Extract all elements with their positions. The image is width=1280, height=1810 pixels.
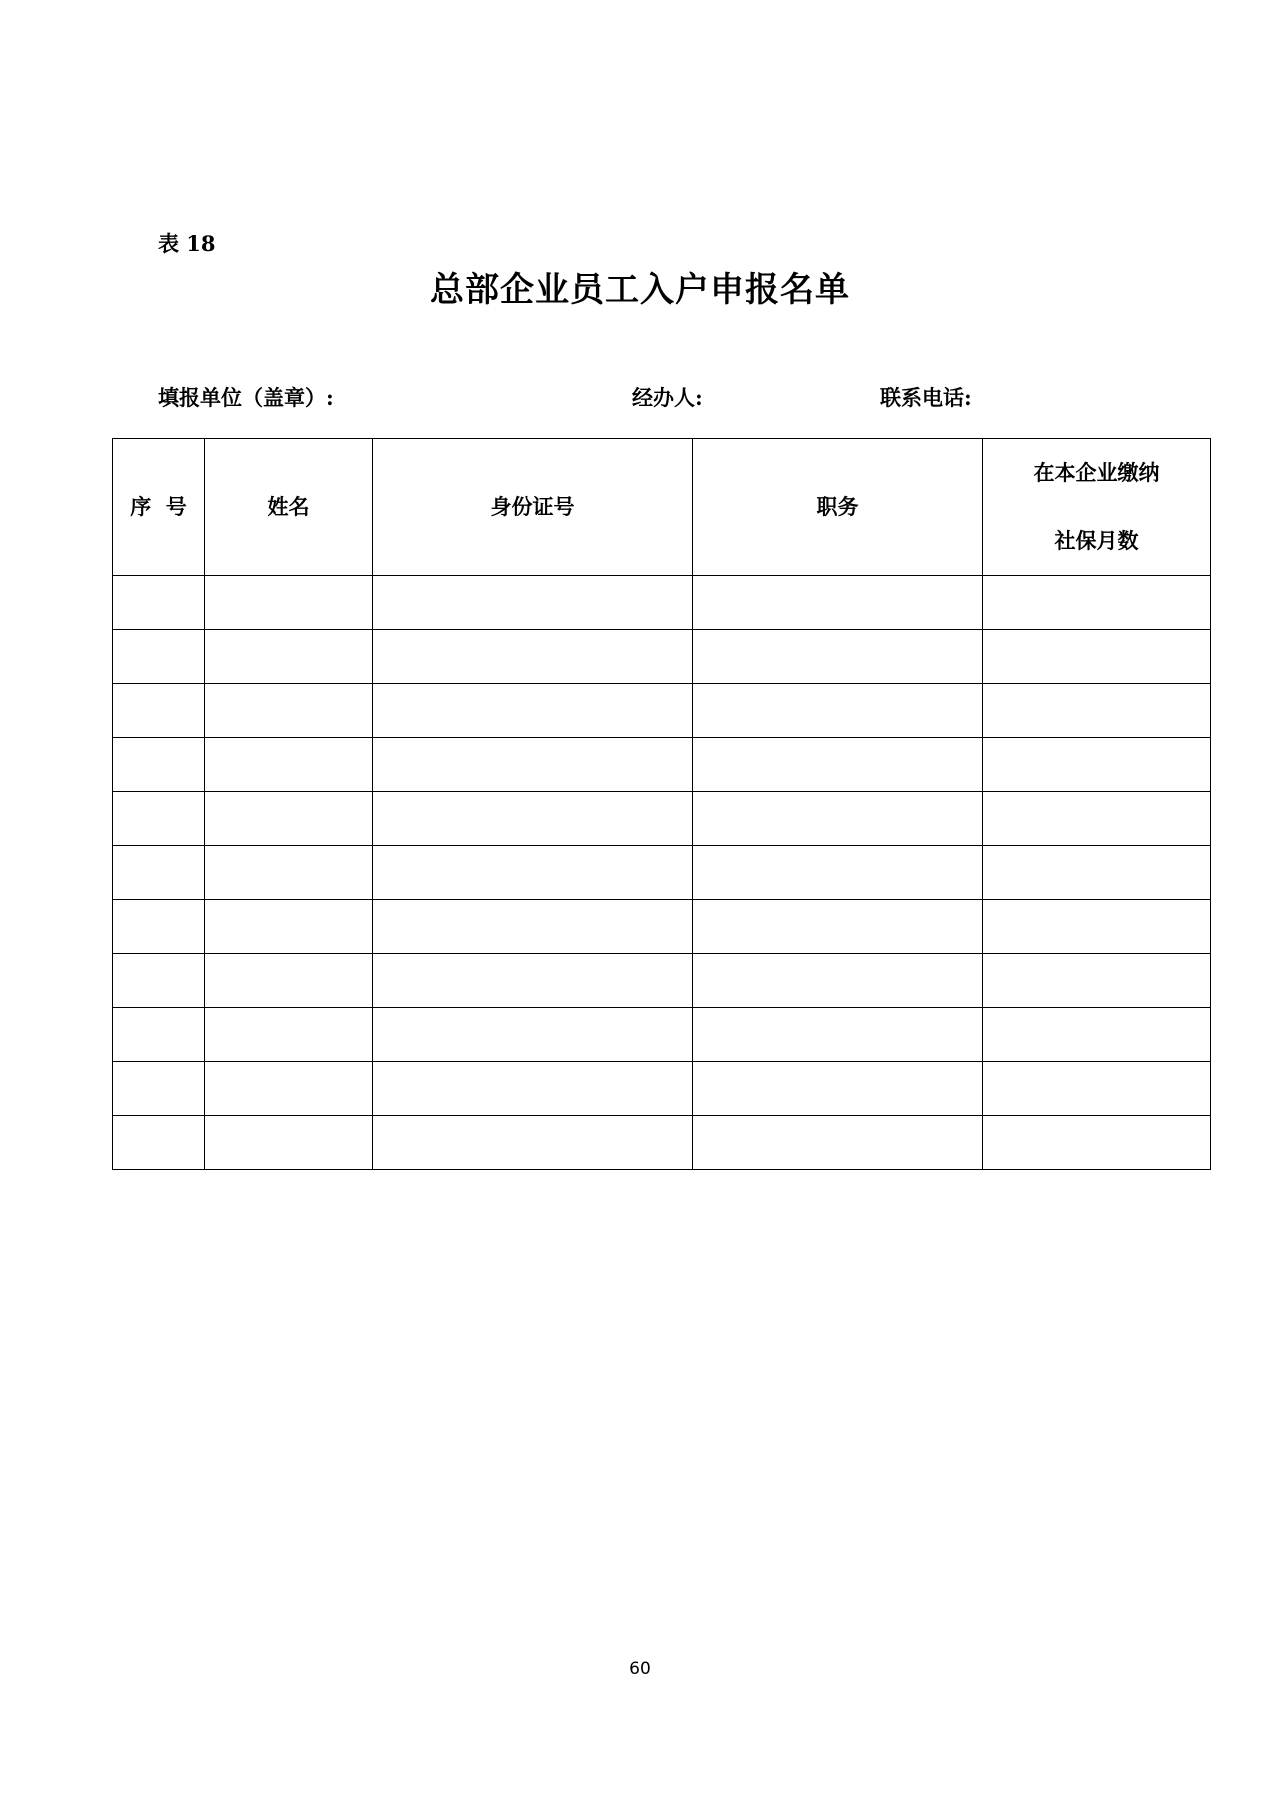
cell-name[interactable] [205, 1008, 373, 1062]
cell-name[interactable] [205, 792, 373, 846]
cell-serial-number[interactable] [113, 684, 205, 738]
cell-name[interactable] [205, 1116, 373, 1170]
table-row [113, 846, 1211, 900]
cell-social-security-months[interactable] [983, 1008, 1211, 1062]
header-position: 职务 [693, 439, 983, 576]
cell-position[interactable] [693, 684, 983, 738]
contact-phone-label: 联系电话: [880, 385, 972, 410]
table-number: 表 18 [158, 231, 216, 256]
cell-name[interactable] [205, 684, 373, 738]
cell-serial-number[interactable] [113, 954, 205, 1008]
cell-serial-number[interactable] [113, 900, 205, 954]
cell-name[interactable] [205, 954, 373, 1008]
cell-position[interactable] [693, 630, 983, 684]
cell-position[interactable] [693, 1116, 983, 1170]
employee-roster-table [112, 438, 1211, 1170]
cell-name[interactable] [205, 846, 373, 900]
table-row [113, 630, 1211, 684]
cell-social-security-months[interactable] [983, 576, 1211, 630]
cell-serial-number[interactable] [113, 576, 205, 630]
cell-id-number[interactable] [373, 630, 693, 684]
reporting-unit-label: 填报单位（盖章）: [158, 385, 334, 410]
table-row [113, 792, 1211, 846]
cell-serial-number[interactable] [113, 1062, 205, 1116]
cell-id-number[interactable] [373, 684, 693, 738]
table-body [113, 576, 1211, 1170]
cell-name[interactable] [205, 1062, 373, 1116]
cell-id-number[interactable] [373, 576, 693, 630]
cell-social-security-months[interactable] [983, 792, 1211, 846]
cell-position[interactable] [693, 954, 983, 1008]
cell-serial-number[interactable] [113, 1116, 205, 1170]
cell-social-security-months[interactable] [983, 846, 1211, 900]
cell-social-security-months[interactable] [983, 630, 1211, 684]
table-row [113, 1062, 1211, 1116]
cell-id-number[interactable] [373, 792, 693, 846]
document-title: 总部企业员工入户申报名单 [430, 270, 850, 310]
table-row [113, 1116, 1211, 1170]
header-social-security-line2: 社保月数 [1054, 528, 1139, 553]
cell-serial-number[interactable] [113, 738, 205, 792]
table-row [113, 576, 1211, 630]
header-id-number: 身份证号 [373, 439, 693, 576]
cell-position[interactable] [693, 1008, 983, 1062]
cell-social-security-months[interactable] [983, 1062, 1211, 1116]
cell-id-number[interactable] [373, 1008, 693, 1062]
cell-position[interactable] [693, 792, 983, 846]
cell-id-number[interactable] [373, 954, 693, 1008]
cell-name[interactable] [205, 738, 373, 792]
cell-position[interactable] [693, 738, 983, 792]
handler-label: 经办人: [632, 385, 703, 410]
page-number: 60 [629, 1659, 651, 1679]
cell-serial-number[interactable] [113, 792, 205, 846]
cell-serial-number[interactable] [113, 1008, 205, 1062]
cell-id-number[interactable] [373, 1116, 693, 1170]
table-row [113, 954, 1211, 1008]
cell-name[interactable] [205, 576, 373, 630]
table-row [113, 1008, 1211, 1062]
cell-serial-number[interactable] [113, 630, 205, 684]
cell-position[interactable] [693, 1062, 983, 1116]
header-social-security-months [983, 439, 1211, 576]
cell-position[interactable] [693, 846, 983, 900]
cell-id-number[interactable] [373, 1062, 693, 1116]
table-header-row [113, 439, 1211, 576]
table-row [113, 900, 1211, 954]
cell-social-security-months[interactable] [983, 1116, 1211, 1170]
cell-social-security-months[interactable] [983, 900, 1211, 954]
header-name: 姓名 [205, 439, 373, 576]
cell-name[interactable] [205, 900, 373, 954]
cell-social-security-months[interactable] [983, 684, 1211, 738]
table-row [113, 684, 1211, 738]
header-serial-number: 序 号 [113, 439, 205, 576]
table-row [113, 738, 1211, 792]
cell-position[interactable] [693, 900, 983, 954]
cell-serial-number[interactable] [113, 846, 205, 900]
cell-id-number[interactable] [373, 738, 693, 792]
cell-name[interactable] [205, 630, 373, 684]
cell-id-number[interactable] [373, 900, 693, 954]
cell-social-security-months[interactable] [983, 738, 1211, 792]
cell-id-number[interactable] [373, 846, 693, 900]
cell-social-security-months[interactable] [983, 954, 1211, 1008]
cell-position[interactable] [693, 576, 983, 630]
header-social-security-line1: 在本企业缴纳 [1033, 460, 1160, 485]
